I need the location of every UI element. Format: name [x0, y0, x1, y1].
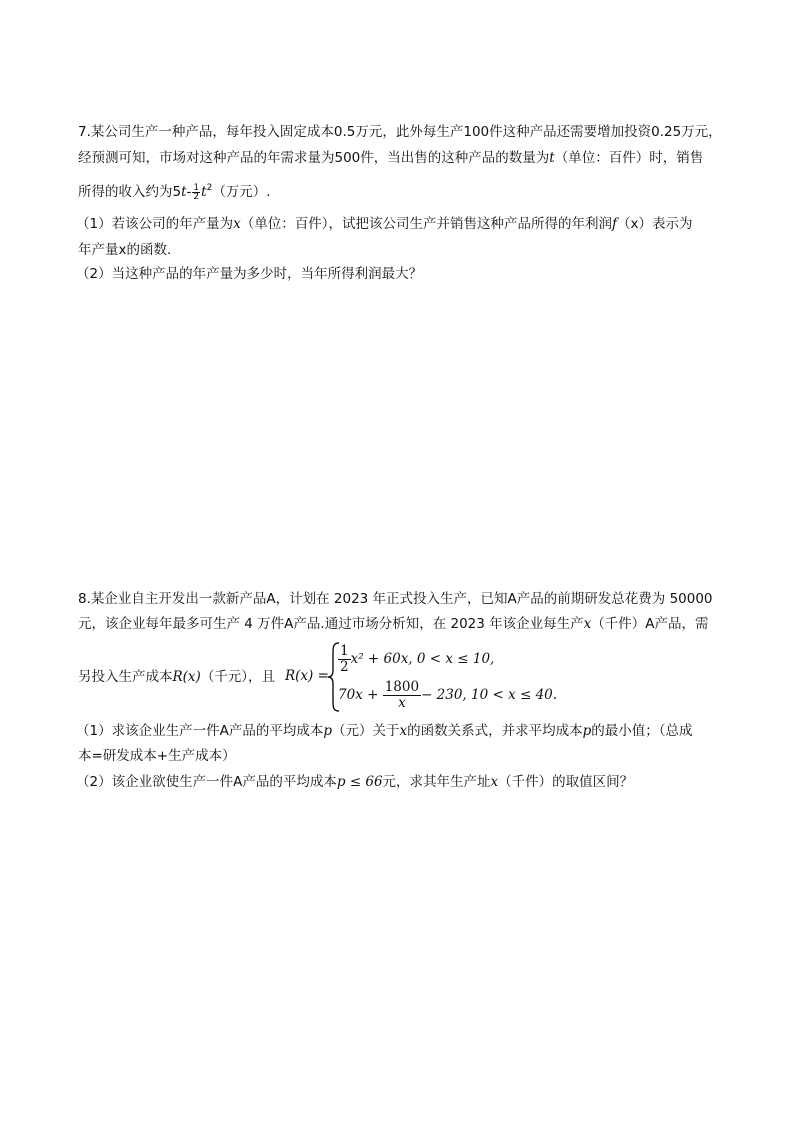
fraction-half: [192, 184, 200, 201]
q7-text: 经预测可知，市场对这种产品的年需求量为500件，当出售的这种产品的数量为: [78, 150, 550, 166]
fraction-numerator: 1800: [384, 679, 420, 695]
q8-part-1-line-2: [78, 746, 236, 766]
q8-text: （元）关于: [331, 723, 400, 739]
q7-text: 7.某公司生产一种产品，每年投入固定成本0.5万元，此外每生产100件这种产品还需要增加投资0.25万元，: [78, 124, 722, 140]
q7-text: （单位：百件）时，销售: [554, 150, 704, 166]
q8-text: （2）该企业欲使生产一件A产品的平均成本: [76, 774, 337, 790]
q8-stem-line-1: [78, 589, 713, 609]
q8-text: 的最小值；（总成: [591, 723, 693, 739]
condition-p-le-66: p ≤ 66: [336, 774, 383, 790]
variable-x: x: [233, 216, 241, 232]
q8-stem-line-2: [78, 614, 709, 634]
q8-stem-line-3: [78, 667, 275, 687]
piece-2-expression: − 230, 10 < x ≤ 40.: [421, 687, 558, 703]
q8-text: （千件）A产品，需: [591, 616, 709, 632]
minus-sign: -: [186, 184, 192, 200]
q7-part-1-line-2: [78, 240, 171, 260]
q8-text: 的函数关系式，并求平均成本: [407, 723, 583, 739]
q8-text: 本=研发成本+生产成本）: [78, 748, 236, 764]
fraction-numerator: 1: [193, 182, 200, 193]
variable-x: x: [583, 616, 592, 632]
exponent: 2: [206, 183, 213, 193]
formula-lhs: R(x) =: [285, 668, 329, 684]
q7-text: 所得的收入约为5: [78, 184, 182, 200]
q7-text: 年产量x的函数.: [78, 242, 172, 258]
q8-part-1-line-1: [76, 721, 693, 741]
fraction-denominator: 2: [193, 191, 200, 202]
q7-part-2: [76, 264, 422, 284]
fraction-numerator: 1: [340, 643, 349, 659]
piece-1: [338, 644, 494, 675]
q7-stem-line-2: [78, 148, 703, 168]
variable-x: x: [490, 774, 499, 790]
variable-p: p: [582, 723, 592, 739]
variable-p: p: [323, 723, 332, 739]
q8-text: 元，求其年生产址: [382, 774, 491, 790]
piece-1-expression: x² + 60x, 0 < x ≤ 10,: [350, 651, 495, 667]
function-R: R(x): [172, 669, 201, 685]
function-f: f: [611, 216, 617, 232]
q7-stem-line-1: [78, 122, 722, 142]
q8-text: 另投入生产成本: [78, 669, 173, 685]
q7-text: （万元）.: [212, 184, 271, 200]
q8-text: （千件）的取值区间？: [498, 774, 634, 790]
fraction-denominator: 2: [340, 659, 349, 675]
q7-text: （单位：百件），试把该公司生产并销售这种产品所得的年利润: [240, 216, 612, 232]
fraction-1800-over-x: [383, 680, 421, 711]
q7-stem-line-3: [78, 178, 271, 202]
q8-text: （千元），且: [200, 669, 276, 685]
q8-text: 8.某企业自主开发出一款新产品A，计划在 2023 年正式投入生产，已知A产品的前期研发总花费为 50000: [78, 591, 713, 607]
variable-t: t: [549, 150, 555, 166]
q7-text: （x）表示为: [616, 216, 693, 232]
fraction-denominator: x: [398, 695, 406, 711]
q7-part-1-line-1: [76, 214, 692, 234]
q8-text: 元，该企业每年最多可生产 4 万件A产品.通过市场分析知，在 2023 年该企业每生产: [78, 616, 584, 632]
q7-text: （1）若该公司的年产量为: [76, 216, 234, 232]
piece-2: [338, 680, 557, 711]
piece-2-lead: 70x +: [338, 687, 379, 703]
variable-t: t: [201, 184, 207, 200]
fraction-half: [338, 644, 351, 675]
variable-x: x: [399, 723, 408, 739]
q7-text: （2）当这种产品的年产量为多少时，当年所得利润最大？: [76, 266, 423, 282]
variable-t: t: [181, 184, 187, 200]
q8-part-2: [76, 772, 633, 792]
q8-text: （1）求该企业生产一件A产品的平均成本: [76, 723, 324, 739]
